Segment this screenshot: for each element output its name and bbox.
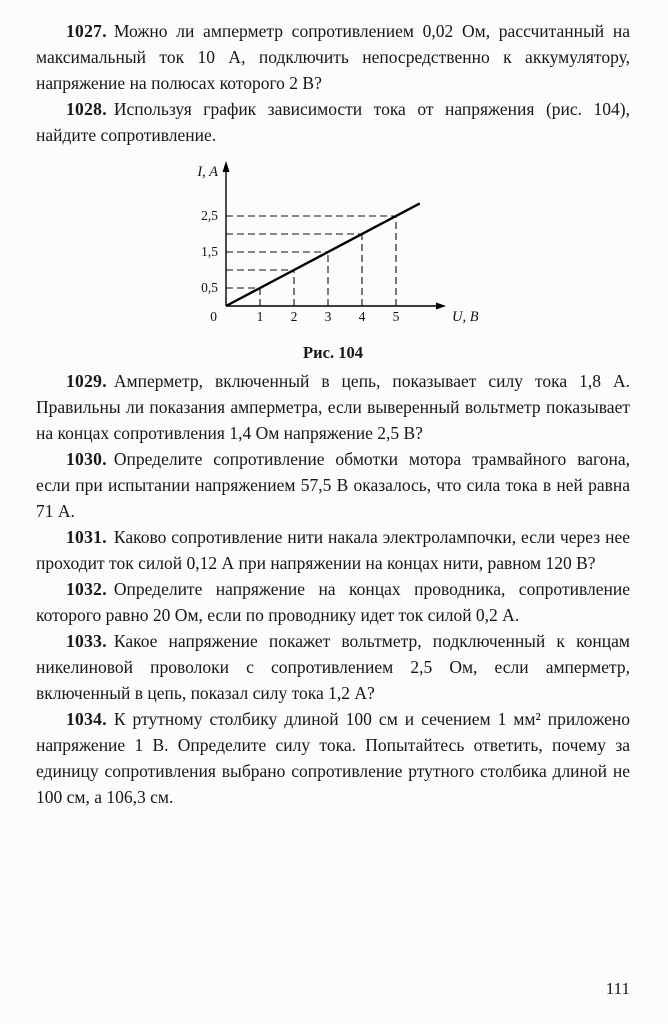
problem-number: 1028. (66, 99, 107, 119)
iu-chart (178, 156, 488, 331)
y-tick-label: 1,5 (201, 244, 218, 259)
problem-number: 1027. (66, 21, 107, 41)
problem-text: Амперметр, включенный в цепь, показывает силу тока 1,8 А. Правильны ли показания амперметра, если выверенный вольтметр показывает на концах сопротивления 1,4 Ом напряжение 2,5 В? (36, 371, 630, 443)
y-axis-arrow (223, 161, 230, 172)
x-tick-label: 2 (290, 309, 298, 324)
figure-caption: Рис. 104 (303, 343, 363, 362)
problem-text: Определите напряжение на концах проводника, сопротивление которого равно 20 Ом, если по проводнику идет ток силой 0,2 А. (36, 579, 630, 625)
origin-label: 0 (210, 309, 217, 324)
problem-text: Определите сопротивление обмотки мотора трамвайного вагона, если при испытании напряжением 57,5 В оказалось, что сила тока в ней равна 71 А. (36, 449, 630, 521)
problem-text: Какое напряжение покажет вольтметр, подключенный к концам никелиновой проволоки с сопротивлением 2,5 Ом, если амперметр, включенный в цепь, показал силу тока 1,2 А? (36, 631, 630, 703)
problem-1027 (36, 18, 630, 96)
x-tick-label: 1 (256, 309, 264, 324)
problem-1033 (36, 628, 630, 706)
y-tick-label: 2,5 (201, 208, 218, 223)
problem-text: К ртутному столбику длиной 100 см и сечением 1 мм² приложено напряжение 1 В. Определите силу тока. Попытайтесь ответить, почему за единицу сопротивления выбрано сопротивление ртутного столбика длиной не 100 см, а 106,3 см. (36, 709, 630, 807)
page-number: 111 (605, 979, 630, 998)
problem-text: Используя график зависимости тока от напряжения (рис. 104), найдите сопротивление. (36, 99, 630, 145)
problem-1028 (36, 96, 630, 148)
x-tick-label: 4 (358, 309, 366, 324)
problem-1031 (36, 524, 630, 576)
problem-number: 1030. (66, 449, 107, 469)
problem-1032 (36, 576, 630, 628)
data-plot-line (226, 203, 420, 306)
y-tick-label: 0,5 (201, 280, 218, 295)
problem-1030 (36, 446, 630, 524)
x-axis-label: U, В (452, 309, 479, 325)
problem-text: Можно ли амперметр сопротивлением 0,02 Ом, рассчитанный на максимальный ток 10 А, подключить непосредственно к аккумулятору, напряжение на полюсах которого 2 В? (36, 21, 630, 93)
figure-104 (36, 156, 630, 364)
x-axis-arrow (436, 303, 446, 310)
problem-number: 1029. (66, 371, 107, 391)
problem-1029 (36, 368, 630, 446)
problem-1034 (36, 706, 630, 810)
problem-number: 1032. (66, 579, 107, 599)
x-tick-label: 3 (324, 309, 332, 324)
y-axis-label: I, A (197, 164, 218, 180)
problem-number: 1034. (66, 709, 107, 729)
problem-number: 1033. (66, 631, 107, 651)
problem-text: Каково сопротивление нити накала электролампочки, если через нее проходит ток силой 0,12 А при напряжении на концах нити, равном 120 В? (36, 527, 630, 573)
problem-number: 1031. (66, 527, 107, 547)
x-tick-label: 5 (392, 309, 400, 324)
